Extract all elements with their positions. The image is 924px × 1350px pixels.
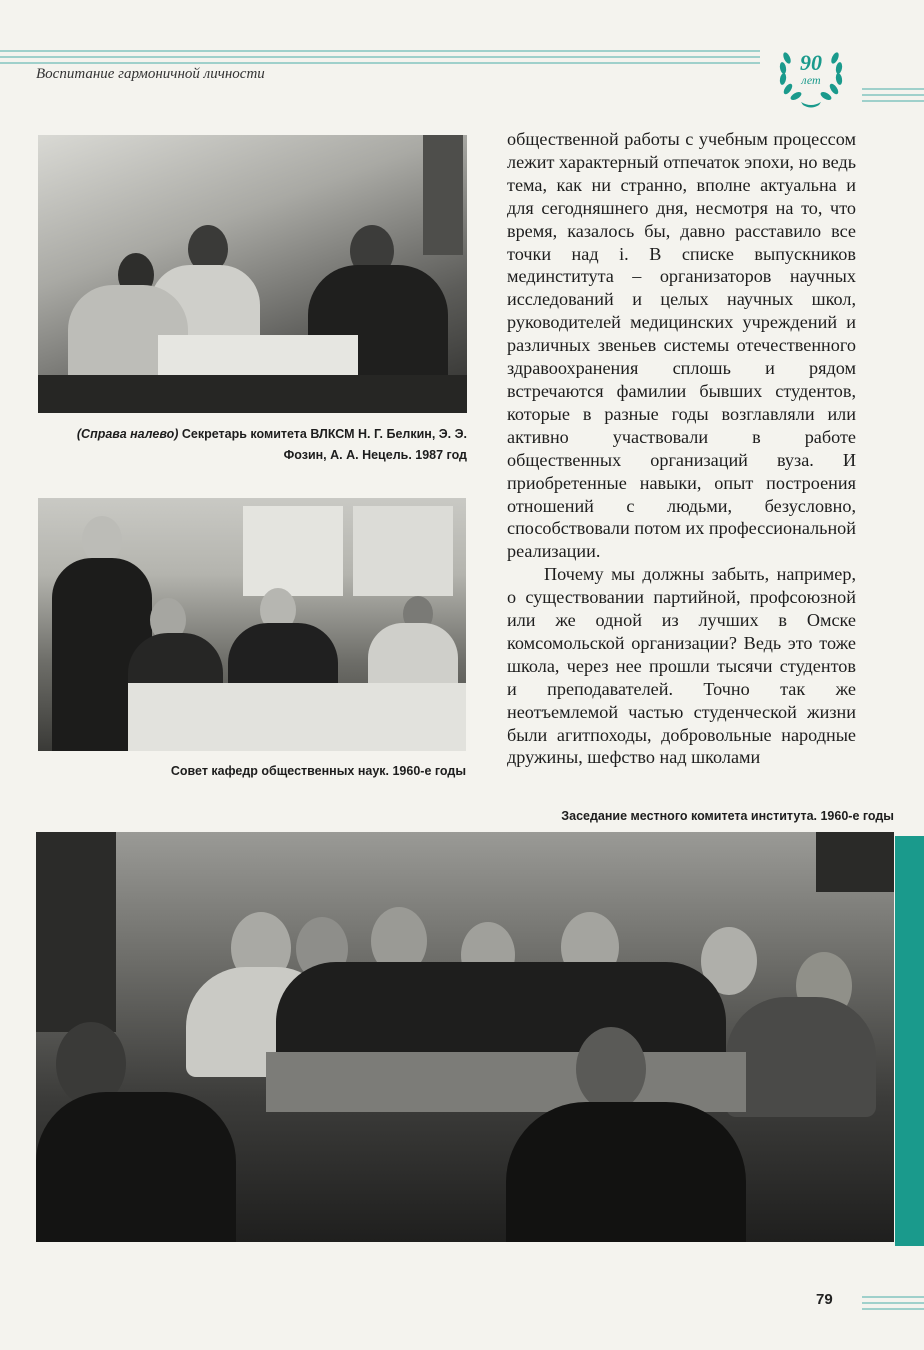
running-header: Воспитание гармоничной личности — [36, 66, 265, 82]
anniversary-logo — [773, 38, 849, 110]
caption-photo-bottom: Заседание местного комитета института. 1960-е годы — [561, 809, 894, 823]
photo-local-committee-meeting — [36, 832, 894, 1242]
footer-rule — [862, 1308, 924, 1310]
body-text — [507, 128, 856, 769]
footer-rule — [862, 1296, 924, 1298]
header-rule — [0, 50, 760, 52]
anniversary-number: 90 — [800, 50, 822, 75]
caption-text: Секретарь комитета ВЛКСМ Н. Г. Белкин, Э. Э. Фозин, А. А. Нецель. 1987 год — [181, 427, 467, 462]
header-rule — [862, 100, 924, 102]
header-rule — [0, 56, 760, 58]
footer-rule — [862, 1302, 924, 1304]
header-rule — [862, 88, 924, 90]
paragraph: общественной работы с учебным процессом лежит характерный отпечаток эпохи, но ведь тема, как ни странно, вполне актуальна и для сегодняшнего дня, несмотря на то, что время, казалось бы, давно расставило все точки над i. В списке выпускников мединститута – организаторов научных исследований и целых научных школ, руководителей медицинских учреждений и различных звеньев системы отечественного здравоохранения сплошь и рядом встречаются фамилии бывших студентов, которые в разные годы возглавляли или активно участвовали в работе общественных организаций вуза. И приобретенные навыки, опыт построения отношений с людьми, безусловно, способствовали потом их профессиональной реализации. — [507, 129, 856, 562]
caption-photo-top — [38, 424, 467, 466]
caption-photo-middle: Совет кафедр общественных наук. 1960-е годы — [170, 764, 466, 778]
anniversary-word: лет — [801, 73, 821, 87]
photo-komsomol-committee — [38, 135, 467, 413]
header-rule — [862, 94, 924, 96]
paragraph: Почему мы должны забыть, например, о существовании партийной, профсоюзной или же одной из лучших в Омске комсомольской организации? Ведь это тоже школа, через нее прошли тысячи студентов и преподавателей. Точно так же неотъемлемой частью студенческой жизни были агитпоходы, добровольные народные дружины, шефство над школами — [507, 564, 856, 768]
accent-side-bar — [895, 836, 924, 1246]
page-number: 79 — [816, 1291, 833, 1308]
header-rule — [0, 62, 760, 64]
caption-italic-prefix: (Справа налево) — [76, 427, 179, 441]
photo-social-sciences-council — [38, 498, 466, 751]
